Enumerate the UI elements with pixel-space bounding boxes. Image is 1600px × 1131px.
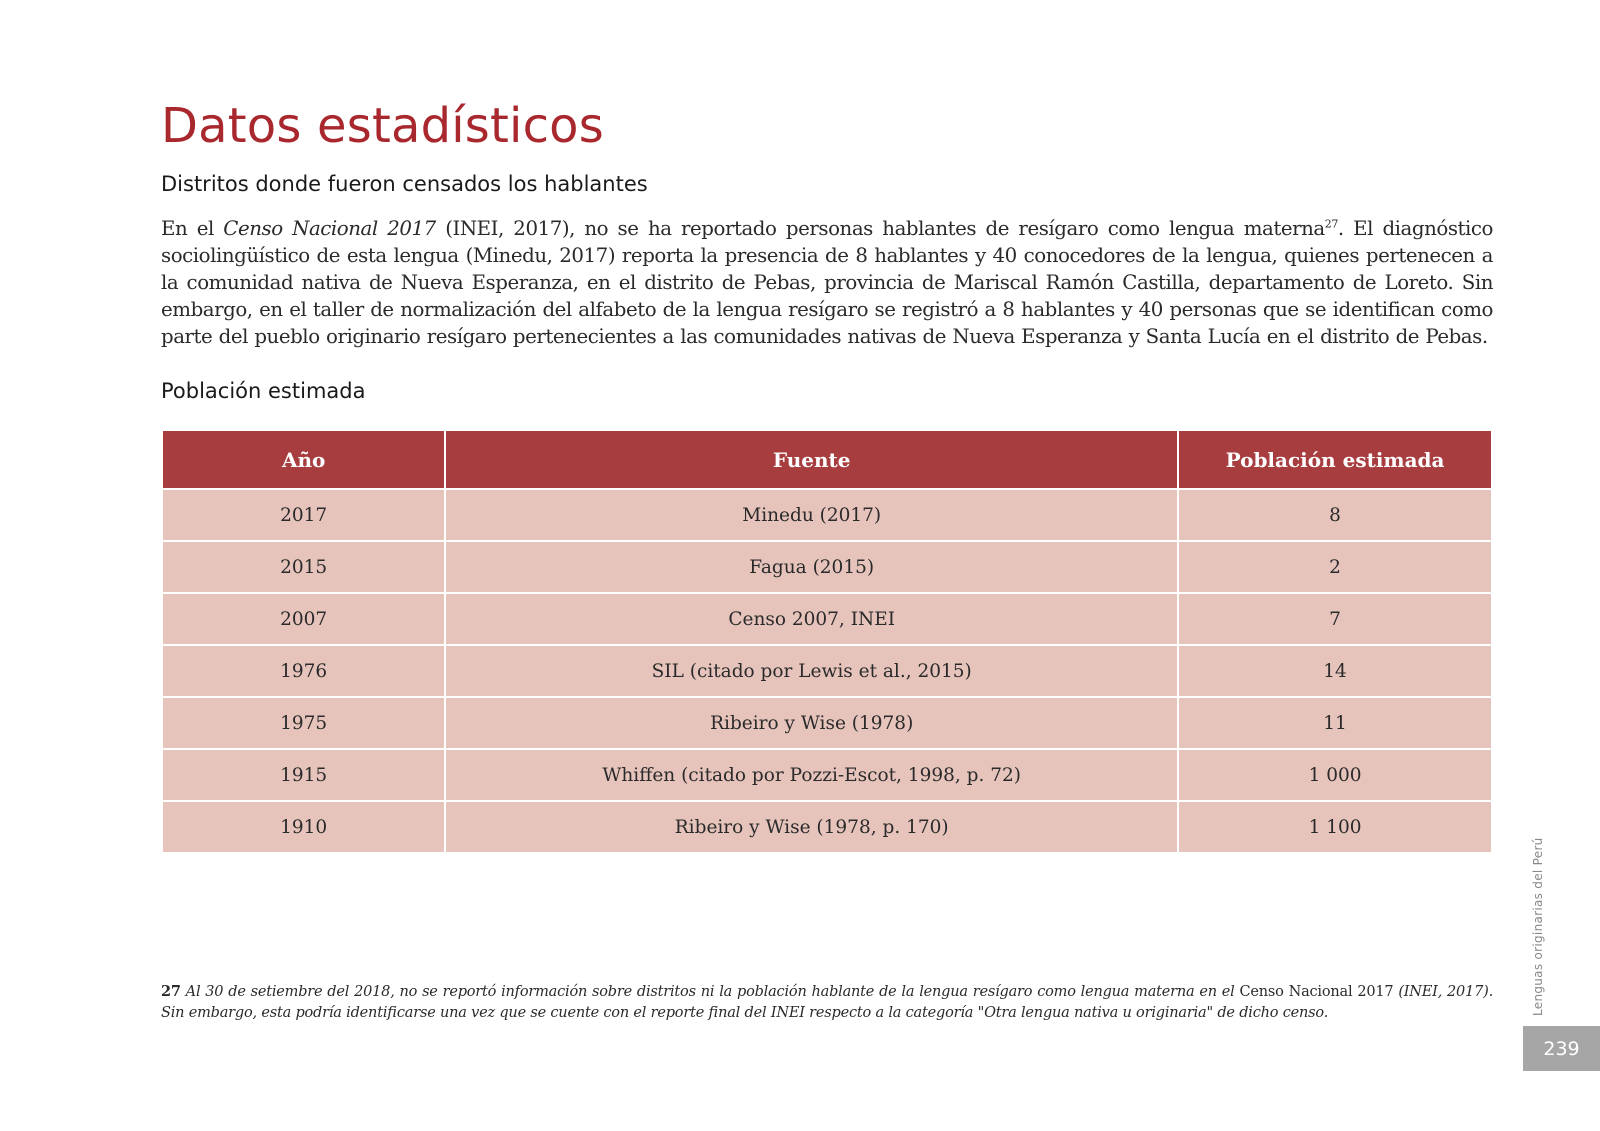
districts-paragraph xyxy=(161,215,1493,350)
cell-source: Fagua (2015) xyxy=(445,541,1178,593)
table-row xyxy=(162,801,1492,853)
column-header-year: Año xyxy=(162,430,445,489)
cell-population: 1 100 xyxy=(1178,801,1492,853)
book-title-side-label: Lenguas originarias del Perú xyxy=(1531,837,1545,1016)
cell-source: Whiffen (citado por Pozzi-Escot, 1998, p. 72) xyxy=(445,749,1178,801)
paragraph-text-b: . El diagnóstico sociolingüístico de esta lengua (Minedu, 2017) reporta la presencia de 8 hablantes y 40 conocedores de la lengua, quienes pertenecen a la comunidad nativa de Nueva Esperanza, en el distrito de Pebas, provincia de Mariscal Ramón Castilla, departamento de Loreto. Sin embargo, en el taller de normalización del alfabeto de la lengua resígaro se registró a 8 hablantes y 40 personas que se identifican como parte del pueblo originario resígaro pertenecientes a las comunidades nativas de Nueva Esperanza y Santa Lucía en el distrito de Pebas. xyxy=(161,217,1493,348)
cell-population: 14 xyxy=(1178,645,1492,697)
cell-year: 1976 xyxy=(162,645,445,697)
table-row xyxy=(162,541,1492,593)
cell-year: 2007 xyxy=(162,593,445,645)
page-number: 239 xyxy=(1523,1026,1600,1071)
table-header-row xyxy=(162,430,1492,489)
cell-year: 1975 xyxy=(162,697,445,749)
page-title: Datos estadísticos xyxy=(161,98,604,154)
census-name: Censo Nacional 2017 xyxy=(223,217,436,240)
paragraph-text-a: (INEI, 2017), no se ha reportado personas hablantes de resígaro como lengua materna xyxy=(435,217,1325,240)
population-table xyxy=(161,429,1493,854)
paragraph-intro: En el xyxy=(161,217,224,240)
cell-source: Censo 2007, INEI xyxy=(445,593,1178,645)
footnote-text-a: Al 30 de setiembre del 2018, no se reportó información sobre distritos ni la población hablante de la lengua resígaro como lengua materna en el xyxy=(180,984,1240,1000)
section-heading-population: Población estimada xyxy=(161,379,366,403)
table-row xyxy=(162,645,1492,697)
footnote xyxy=(161,981,1493,1024)
footnote-census-name: Censo Nacional 2017 xyxy=(1239,984,1394,1000)
cell-population: 1 000 xyxy=(1178,749,1492,801)
cell-year: 1915 xyxy=(162,749,445,801)
cell-source: Minedu (2017) xyxy=(445,489,1178,541)
cell-population: 2 xyxy=(1178,541,1492,593)
cell-source: SIL (citado por Lewis et al., 2015) xyxy=(445,645,1178,697)
section-heading-districts: Distritos donde fueron censados los hablantes xyxy=(161,172,648,196)
cell-source: Ribeiro y Wise (1978) xyxy=(445,697,1178,749)
cell-year: 1910 xyxy=(162,801,445,853)
table-row xyxy=(162,593,1492,645)
footnote-reference: 27 xyxy=(1324,217,1338,231)
cell-population: 7 xyxy=(1178,593,1492,645)
table-row xyxy=(162,697,1492,749)
footnote-text-b: (INEI, 2017). Sin embargo, esta podría identificarse una vez que se cuente con el reporte final del INEI respecto a la categoría "Otra lengua nativa u originaria" de dicho censo. xyxy=(161,984,1493,1021)
cell-year: 2017 xyxy=(162,489,445,541)
footnote-number: 27 xyxy=(161,983,181,1000)
cell-population: 11 xyxy=(1178,697,1492,749)
column-header-population: Población estimada xyxy=(1178,430,1492,489)
cell-year: 2015 xyxy=(162,541,445,593)
table-row xyxy=(162,489,1492,541)
table-row xyxy=(162,749,1492,801)
cell-population: 8 xyxy=(1178,489,1492,541)
column-header-source: Fuente xyxy=(445,430,1178,489)
cell-source: Ribeiro y Wise (1978, p. 170) xyxy=(445,801,1178,853)
